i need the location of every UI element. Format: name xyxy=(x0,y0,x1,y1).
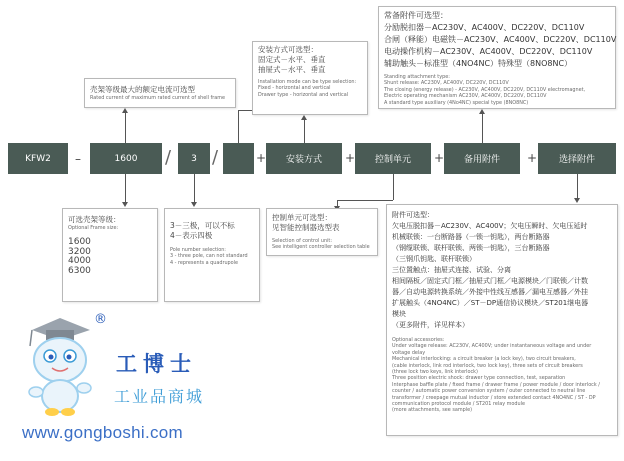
note-optional-en-4: (cable interlock, link rod interlock, two lock key), three sets of circuit breakers xyxy=(392,362,583,369)
note-optional-en-1: Under voltage release: AC230V, AC400V; under instantaneous voltage and under xyxy=(392,343,592,350)
separator-plus-2: + xyxy=(345,151,356,165)
note-optional-line-6: 相间隔板／固定式门框／抽屉式门框／电源模块／门联锁／计数 xyxy=(392,277,588,285)
note-optional-line-2: 机械联锁：一台断路器（一锁一钥匙），两台断路器 xyxy=(392,233,550,241)
note-optional-en-5: (three lock two keys, link interlock) xyxy=(392,369,478,376)
note-install-en-1: Fixed - horizontal and vertical xyxy=(258,85,331,92)
block-controller xyxy=(355,143,431,174)
connector-frame-current-up xyxy=(125,112,126,143)
note-optional-line-1: 欠电压脱扣器－AC230V、AC400V；欠电压瞬时、欠电压延时 xyxy=(392,222,588,230)
frame-size-value-3: 6300 xyxy=(68,265,91,276)
connector-poles-down xyxy=(194,174,195,204)
frame-size-value-0: 1600 xyxy=(68,237,91,248)
block-accessories-label: 备用附件 xyxy=(463,155,500,165)
note-optional-en-7: Interphase baffle plate / fixed frame / drawer frame / power module / door interlock / xyxy=(392,381,600,388)
frame-size-value-1: 3200 xyxy=(68,246,91,257)
note-optional-line-7: 器／自动电源转换系统／外接中性线互感器／漏电互感器／外挂 xyxy=(392,288,588,296)
note-poles xyxy=(164,208,260,302)
registered-mark: ® xyxy=(94,312,107,327)
block-accessories xyxy=(444,143,520,174)
note-optional-accessories xyxy=(386,204,618,436)
connector-options-down xyxy=(577,174,578,200)
connector-accessories-up xyxy=(482,113,483,143)
arrow-install-up xyxy=(301,115,307,120)
note-optional-en-0: Optional accessories: xyxy=(392,337,445,343)
note-frame-size xyxy=(62,208,158,302)
note-standard-line-2: 合闸（释能）电磁铁－AC230V、AC400V、DC220V、DC110V xyxy=(384,35,617,44)
note-install-en-2: Drawer type - horizontal and vertical xyxy=(258,91,349,98)
note-poles-line-1: 4－表示四极 xyxy=(170,231,213,240)
connector-install-up xyxy=(304,119,305,143)
separator-slash-1: / xyxy=(165,147,172,168)
note-optional-line-3: （钢缆联锁、联杆联锁、两锁一钥匙），三台断路器 xyxy=(392,244,550,252)
note-standard-line-1: 分励脱扣器－AC230V、AC400V、DC220V、DC110V xyxy=(384,23,585,32)
arrow-frame-current-down xyxy=(122,202,128,207)
block-empty xyxy=(223,143,254,174)
connector-controller-horizontal xyxy=(337,200,393,201)
note-frame-size-title: 可选壳架等级： xyxy=(68,215,121,224)
note-standard-en-4: A standard type auxiliary (4No4NC) special type (8NO8NC) xyxy=(384,99,529,106)
arrow-options-down xyxy=(574,198,580,203)
connector-controller-down xyxy=(393,174,394,200)
block-poles-label: 3 xyxy=(191,153,197,164)
separator-dash-1: – xyxy=(75,152,81,166)
arrow-frame-current-up xyxy=(122,108,128,113)
note-standard-accessories xyxy=(378,6,616,109)
note-optional-line-9: 模块 xyxy=(392,310,406,318)
note-optional-line-4: （三钢爪钥匙、联杆联锁） xyxy=(392,255,476,263)
note-optional-en-9: transformer / creepage mutual inductor / store extended contact 4NO4NC / ST - DP xyxy=(392,394,596,401)
note-install xyxy=(252,41,368,115)
note-poles-en-1: 3 - three pole, can not standard xyxy=(170,253,248,260)
separator-slash-2: / xyxy=(212,147,219,168)
note-optional-en-3: Mechanical interlocking: a circuit breaker (a lock key), two circuit breakers, xyxy=(392,356,576,363)
block-install xyxy=(266,143,342,174)
block-controller-label: 控制单元 xyxy=(374,155,411,165)
note-frame-size-en: Optional Frame size: xyxy=(68,225,119,231)
note-optional-line-8: 扩展触头（4NO4NC）／ST－DP通信协议模块／ST201继电器 xyxy=(392,299,589,307)
note-rated-current xyxy=(84,78,236,108)
note-install-line-1: 固定式－水平、垂直 xyxy=(258,55,326,64)
note-standard-line-4: 辅助触头－标准型（4NO4NC）特殊型（8NO8NC） xyxy=(384,59,573,68)
note-controller-en-1: See intelligent controller selection table xyxy=(272,244,370,251)
note-install-line-0: 安装方式可选型： xyxy=(258,45,318,54)
note-standard-en-2: The closing (energy release) - AC230V, AC400V, DC220V, DC110V electromagnet, xyxy=(384,86,586,93)
note-standard-en-3: Electric operating mechanism AC230V, AC400V, DC220V, DC110V xyxy=(384,93,547,100)
note-optional-en-6: Three position electric shock: drawer type connection, test, separation xyxy=(392,375,566,382)
brand-tagline-cn: 工业品商城 xyxy=(114,387,205,406)
block-frame-current-label: 1600 xyxy=(114,153,138,164)
note-controller-en-0: Selection of control unit: xyxy=(272,238,332,244)
note-standard-en-0: Standing attachment type: xyxy=(384,74,450,80)
note-standard-line-0: 常备附件可选型： xyxy=(384,11,448,20)
block-kfw2 xyxy=(8,143,68,174)
block-kfw2-label: KFW2 xyxy=(25,153,51,164)
note-rated-current-cn: 壳架等级最大的额定电流可选型 xyxy=(90,85,195,94)
note-controller-line-1: 见智能控制器选型表 xyxy=(272,223,340,232)
note-optional-line-5: 三位置触点：抽屉式连接、试验、分离 xyxy=(392,266,511,274)
brand-name-cn: 工博士 xyxy=(116,351,197,376)
block-frame-current xyxy=(90,143,162,174)
connector-frame-current-down xyxy=(125,174,126,204)
block-options xyxy=(538,143,616,174)
brand-url: www.gongboshi.com xyxy=(22,423,184,442)
separator-plus-3: + xyxy=(434,151,445,165)
note-install-line-2: 抽屉式－水平、垂直 xyxy=(258,65,326,74)
note-install-en-0: Installation mode can be type selection: xyxy=(258,79,357,85)
separator-plus-4: + xyxy=(527,151,538,165)
note-standard-en-1: Shunt release: AC230V, AC400V, DC220V, DC110V xyxy=(384,80,509,87)
note-rated-current-en: Rated current of maximum rated current of shell frame xyxy=(90,95,226,101)
block-install-label: 安装方式 xyxy=(285,155,322,165)
note-standard-line-3: 电动操作机构－AC230V、AC400V、DC220V、DC110V xyxy=(384,47,593,56)
note-optional-en-10: communication protocol module / ST201 relay module xyxy=(392,401,525,408)
note-optional-line-10: （更多附件，详见样本） xyxy=(392,321,469,329)
note-optional-en-8: counter / automatic power conversion system / outer connected to neutral line xyxy=(392,388,586,395)
block-options-label: 选择附件 xyxy=(558,155,595,165)
arrow-poles-down xyxy=(191,202,197,207)
note-optional-en-2: voltage delay xyxy=(392,349,426,356)
separator-plus-1: + xyxy=(256,151,267,165)
note-poles-en-2: 4 - represents a quadrupole xyxy=(170,259,239,266)
note-optional-en-11: (more attachments, see sample) xyxy=(392,407,473,414)
note-controller-line-0: 控制单元可选型： xyxy=(272,213,332,222)
arrow-accessories-up xyxy=(479,109,485,114)
block-poles xyxy=(178,143,210,174)
connector-empty-up xyxy=(238,110,239,143)
note-controller xyxy=(266,208,378,256)
note-poles-line-0: 3－三极，可以不标 xyxy=(170,221,235,230)
note-optional-line-0: 附件可选型： xyxy=(392,211,434,219)
note-poles-en-0: Pole number selection: xyxy=(170,247,226,253)
frame-size-value-2: 4000 xyxy=(68,256,91,267)
